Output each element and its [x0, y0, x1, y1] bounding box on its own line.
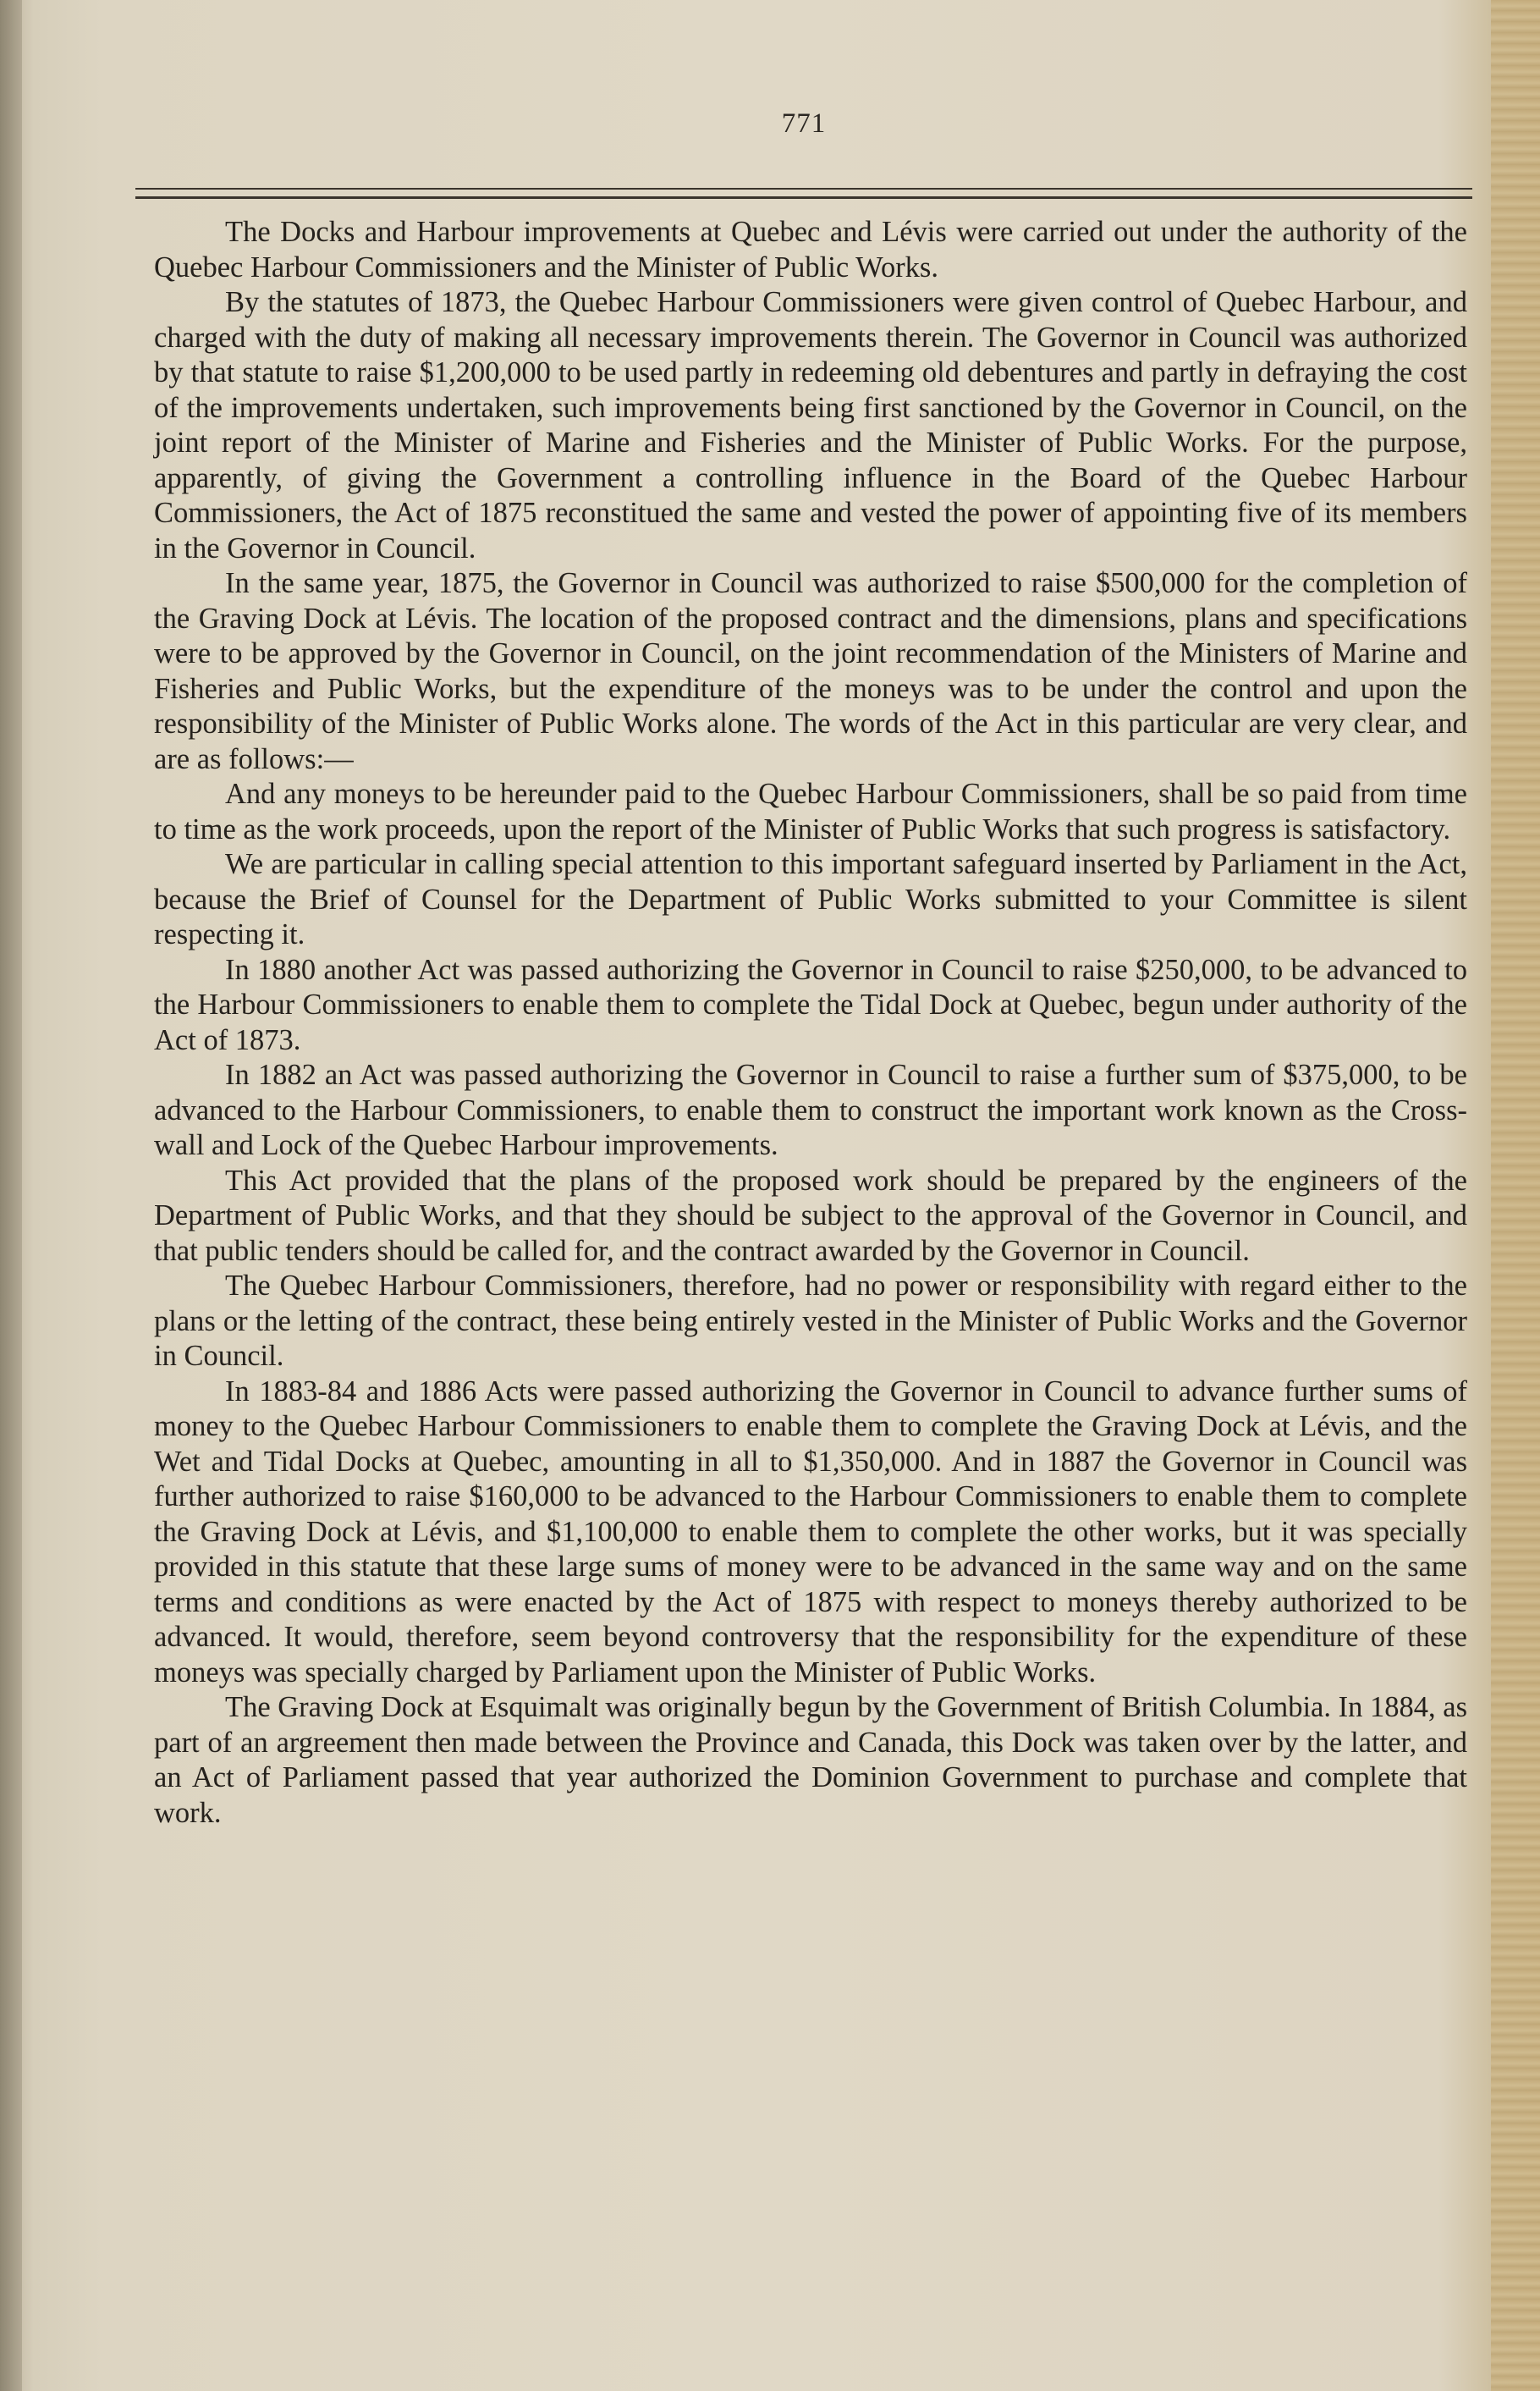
- paragraph-commissioners-power: The Quebec Harbour Commissioners, therefore, had no power or responsibility with regard either to the plans or the letting of the contract, these being entirely vested in the Minister of Public Works and the Governor in Council.: [154, 1270, 1467, 1372]
- paragraph-esquimalt-dock: The Graving Dock at Esquimalt was originally begun by the Government of British Columbia. In 1884, as part of an argreement then made between the Province and Canada, this Dock was taken over by the latter, and an Act of Parliament passed that year authorized the Dominion Government to purchase and complete that work.: [154, 1691, 1467, 1829]
- page-number: 771: [781, 108, 827, 139]
- paragraph-act-quotation: And any moneys to be hereunder paid to the Quebec Harbour Commissioners, shall be so paid from time to time as the work proceeds, upon the report of the Minister of Public Works that such progress is satisfactory.: [154, 778, 1467, 846]
- paragraph-year-1875: In the same year, 1875, the Governor in Council was authorized to raise $500,000 for the completion of the Graving Dock at Lévis. The location of the proposed contract and the dimensions, plans and specifications were to be approved by the Governor in Council, on the joint recommendation of the Ministers of Marine and Fisheries and Public Works, but the expenditure of the moneys was to be under the control and upon the responsibility of the Minister of Public Works alone. The words of the Act in this particular are very clear, and are as follows:—: [154, 567, 1467, 775]
- header-rule-thin: [135, 188, 1472, 190]
- header-rule-thick: [135, 196, 1472, 199]
- paragraph-acts-1883-1886: In 1883-84 and 1886 Acts were passed authorizing the Governor in Council to advance further sums of money to the Quebec Harbour Commissioners to enable them to complete the Graving Dock at Lévis, and the Wet and Tidal Docks at Quebec, amounting in all to $1,350,000. And in 1887 the Governor in Council was further authorized to raise $160,000 to be advanced to the Harbour Commissioners to enable them to complete the Graving Dock at Lévis, and $1,100,000 to enable them to complete the other works, but it was specially provided in this statute that these large sums of money were to be advanced in the same way and on the same terms and conditions as were enacted by the Act of 1875 with respect to moneys thereby authorized to be advanced. It would, therefore, seem beyond controversy that the responsibility for the expenditure of these moneys was specially charged by Parliament upon the Minister of Public Works.: [154, 1375, 1467, 1689]
- paragraph-statutes-1873: By the statutes of 1873, the Quebec Harbour Commissioners were given control of Quebec Harbour, and charged with the duty of making all necessary improvements therein. The Governor in Council was authorized by that statute to raise $1,200,000 to be used partly in redeeming old debentures and partly in defraying the cost of the improvements undertaken, such improvements being first sanctioned by the Governor in Council, on the joint report of the Minister of Marine and Fisheries and the Minister of Public Works. For the purpose, apparently, of giving the Government a controlling influence in the Board of the Quebec Harbour Commissioners, the Act of 1875 reconstitued the same and vested the power of appointing five of its members in the Governor in Council.: [154, 286, 1467, 565]
- body-text: [154, 215, 1467, 1831]
- paragraph-plans-provision: This Act provided that the plans of the proposed work should be prepared by the engineers of the Department of Public Works, and that they should be subject to the approval of the Governor in Council, and that public tenders should be called for, and the contract awarded by the Governor in Council.: [154, 1164, 1467, 1267]
- paragraph-safeguard: We are particular in calling special attention to this important safeguard inserted by Parliament in the Act, because the Brief of Counsel for the Department of Public Works submitted to your Committee is silent respecting it.: [154, 848, 1467, 950]
- page-edge: [1491, 0, 1540, 2391]
- paragraph-act-1882: In 1882 an Act was passed authorizing the Governor in Council to raise a further sum of $375,000, to be advanced to the Harbour Commissioners, to enable them to construct the important work known as the Cross-wall and Lock of the Quebec Harbour improvements.: [154, 1059, 1467, 1161]
- paragraph-docks-harbour: The Docks and Harbour improvements at Quebec and Lévis were carried out under the authority of the Quebec Harbour Commissioners and the Minister of Public Works.: [154, 216, 1467, 284]
- binding-spine: [0, 0, 22, 2391]
- paragraph-act-1880: In 1880 another Act was passed authorizing the Governor in Council to raise $250,000, to be advanced to the Harbour Commissioners to enable them to complete the Tidal Dock at Quebec, begun under authority of the Act of 1873.: [154, 953, 1467, 1056]
